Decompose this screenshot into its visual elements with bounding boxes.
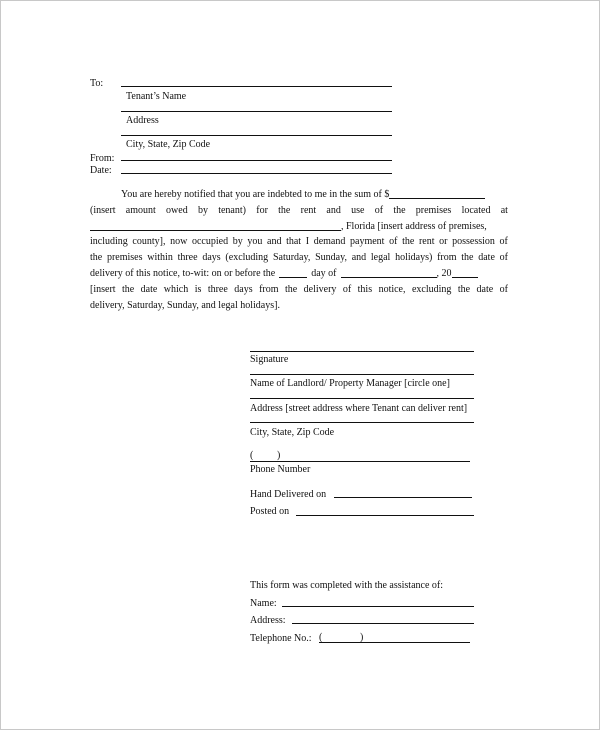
paragraph-word: from bbox=[259, 283, 279, 295]
assist-name-rule[interactable] bbox=[282, 606, 474, 607]
paragraph-word: by bbox=[197, 204, 208, 216]
hand-delivered-rule[interactable] bbox=[334, 497, 472, 498]
paragraph-word: of bbox=[374, 204, 384, 216]
paragraph-word: for bbox=[256, 204, 268, 216]
paragraph-word: days bbox=[202, 252, 221, 264]
paragraph-word: [insert bbox=[90, 283, 116, 295]
line8-text: delivery, Saturday, Sunday, and legal holidays]. bbox=[90, 299, 280, 311]
paragraph-word: Sunday, bbox=[315, 252, 347, 264]
paragraph-word: (excluding bbox=[225, 252, 269, 264]
premises-blank[interactable] bbox=[90, 219, 341, 231]
paragraph-word: and bbox=[267, 236, 282, 248]
paragraph-word: you bbox=[247, 236, 263, 248]
paragraph-word: or bbox=[439, 236, 448, 248]
paragraph-word: the bbox=[278, 204, 291, 216]
amount-blank[interactable] bbox=[389, 187, 485, 199]
paragraph-word: at bbox=[500, 204, 508, 216]
assist-telephone-label: Telephone No.: bbox=[250, 633, 312, 644]
line3-text: , Florida [insert address of premises, bbox=[341, 220, 487, 232]
paragraph-word: date bbox=[478, 252, 495, 264]
tenant-name-rule[interactable] bbox=[121, 111, 392, 112]
paragraph-word: possession bbox=[452, 236, 495, 248]
paragraph-word: by bbox=[232, 236, 243, 248]
paragraph-word: of bbox=[342, 283, 352, 295]
paragraph-word: excluding bbox=[411, 283, 452, 295]
paragraph-word: of bbox=[499, 236, 508, 248]
paragraph-word: the bbox=[393, 204, 406, 216]
paragraph-line-7 bbox=[90, 282, 508, 298]
to-label: To: bbox=[90, 78, 104, 89]
paragraph-word: the bbox=[90, 252, 103, 264]
paragraph-line-4 bbox=[90, 234, 508, 250]
paragraph-word: and bbox=[351, 252, 367, 264]
notice-paragraph bbox=[90, 187, 508, 313]
paragraph-word: of bbox=[499, 252, 508, 264]
tenant-name-label: Tenant’s Name bbox=[126, 91, 187, 102]
paragraph-word: demand bbox=[313, 236, 346, 248]
paragraph-word: amount bbox=[125, 204, 156, 216]
paragraph-word: occupied bbox=[191, 236, 229, 248]
paragraph-word: holidays) bbox=[395, 252, 433, 264]
paragraph-word: is bbox=[194, 283, 202, 295]
paragraph-word: premises bbox=[106, 252, 143, 264]
paragraph-word: of bbox=[389, 236, 398, 248]
paragraph-line-6 bbox=[90, 266, 508, 282]
from-label: From: bbox=[90, 153, 115, 164]
line6-text-b: day of bbox=[311, 267, 337, 279]
paragraph-word: the bbox=[402, 236, 415, 248]
paragraph-word: within bbox=[147, 252, 173, 264]
date-label: Date: bbox=[90, 165, 112, 176]
phone-paren-close: ) bbox=[277, 450, 281, 461]
landlord-address-label: Address [street address where Tenant can deliver rent] bbox=[250, 403, 468, 414]
paragraph-line-8 bbox=[90, 298, 508, 314]
paragraph-word: Saturday, bbox=[272, 252, 311, 264]
landlord-city-label: City, State, Zip Code bbox=[250, 427, 335, 438]
assist-telephone-rule[interactable] bbox=[319, 642, 470, 643]
paragraph-line-5 bbox=[90, 250, 508, 266]
paragraph-word: tenant) bbox=[218, 204, 246, 216]
paragraph-word: notice, bbox=[378, 283, 406, 295]
paragraph-word: (insert bbox=[90, 204, 116, 216]
signature-rule[interactable] bbox=[250, 351, 474, 352]
assist-address-label: Address: bbox=[250, 615, 286, 626]
from-rule[interactable] bbox=[121, 160, 392, 161]
line1-text: You are hereby notified that you are indebted to me in the sum of $ bbox=[121, 189, 390, 200]
paragraph-line-2 bbox=[90, 203, 508, 219]
phone-paren-open: ( bbox=[250, 450, 254, 461]
posted-rule[interactable] bbox=[296, 515, 474, 516]
paragraph-word: I bbox=[305, 236, 310, 248]
paragraph-word: the bbox=[457, 283, 471, 295]
paragraph-word: three bbox=[207, 283, 228, 295]
signature-label: Signature bbox=[250, 354, 289, 365]
landlord-name-rule[interactable] bbox=[250, 374, 474, 375]
to-rule[interactable] bbox=[121, 86, 392, 87]
paragraph-word: county], bbox=[132, 236, 166, 248]
paragraph-line-1 bbox=[90, 187, 508, 203]
day-blank[interactable] bbox=[279, 266, 307, 278]
assistance-intro: This form was completed with the assistance of: bbox=[250, 580, 444, 591]
assist-address-rule[interactable] bbox=[292, 623, 474, 624]
paragraph-word: that bbox=[286, 236, 302, 248]
paragraph-word: date bbox=[140, 283, 158, 295]
assist-paren-close: ) bbox=[360, 632, 364, 643]
paragraph-word: use bbox=[351, 204, 365, 216]
address-label: Address bbox=[126, 115, 159, 126]
landlord-name-label: Name of Landlord/ Property Manager [circle one] bbox=[250, 378, 450, 389]
landlord-address-rule[interactable] bbox=[250, 398, 474, 399]
phone-label: Phone Number bbox=[250, 464, 311, 475]
paragraph-word: date bbox=[476, 283, 494, 295]
paragraph-word: and bbox=[326, 204, 341, 216]
paragraph-word: legal bbox=[370, 252, 391, 264]
paragraph-word: of bbox=[499, 283, 508, 295]
paragraph-word: owed bbox=[166, 204, 188, 216]
paragraph-word: from bbox=[437, 252, 457, 264]
paragraph-word: the bbox=[122, 283, 135, 295]
paragraph-word: rent bbox=[418, 236, 435, 248]
paragraph-line-3 bbox=[90, 219, 508, 235]
line6-text-a: delivery of this notice, to-wit: on or before the bbox=[90, 267, 276, 279]
hand-delivered-label: Hand Delivered on bbox=[250, 489, 327, 500]
paragraph-word: days bbox=[234, 283, 253, 295]
paragraph-word: including bbox=[90, 236, 128, 248]
paragraph-word: located bbox=[461, 204, 491, 216]
posted-label: Posted on bbox=[250, 506, 290, 517]
assist-name-label: Name: bbox=[250, 598, 277, 609]
paragraph-word: the bbox=[461, 252, 474, 264]
paragraph-word: the bbox=[284, 283, 298, 295]
paragraph-word: three bbox=[177, 252, 198, 264]
paragraph-word: now bbox=[170, 236, 188, 248]
paragraph-word: delivery bbox=[303, 283, 337, 295]
paragraph-word: premises bbox=[415, 204, 452, 216]
phone-rule[interactable] bbox=[250, 461, 470, 462]
assist-paren-open: ( bbox=[319, 632, 323, 643]
paragraph-word: payment bbox=[350, 236, 385, 248]
city-state-zip-label: City, State, Zip Code bbox=[126, 139, 211, 150]
paragraph-word: this bbox=[357, 283, 373, 295]
year-blank[interactable] bbox=[452, 266, 478, 278]
address-rule[interactable] bbox=[121, 135, 392, 136]
month-blank[interactable] bbox=[341, 266, 437, 278]
line6-text-c: , 20 bbox=[436, 267, 452, 279]
paragraph-word: which bbox=[163, 283, 189, 295]
paragraph-word: rent bbox=[300, 204, 317, 216]
landlord-city-rule[interactable] bbox=[250, 422, 474, 423]
date-rule[interactable] bbox=[121, 173, 392, 174]
